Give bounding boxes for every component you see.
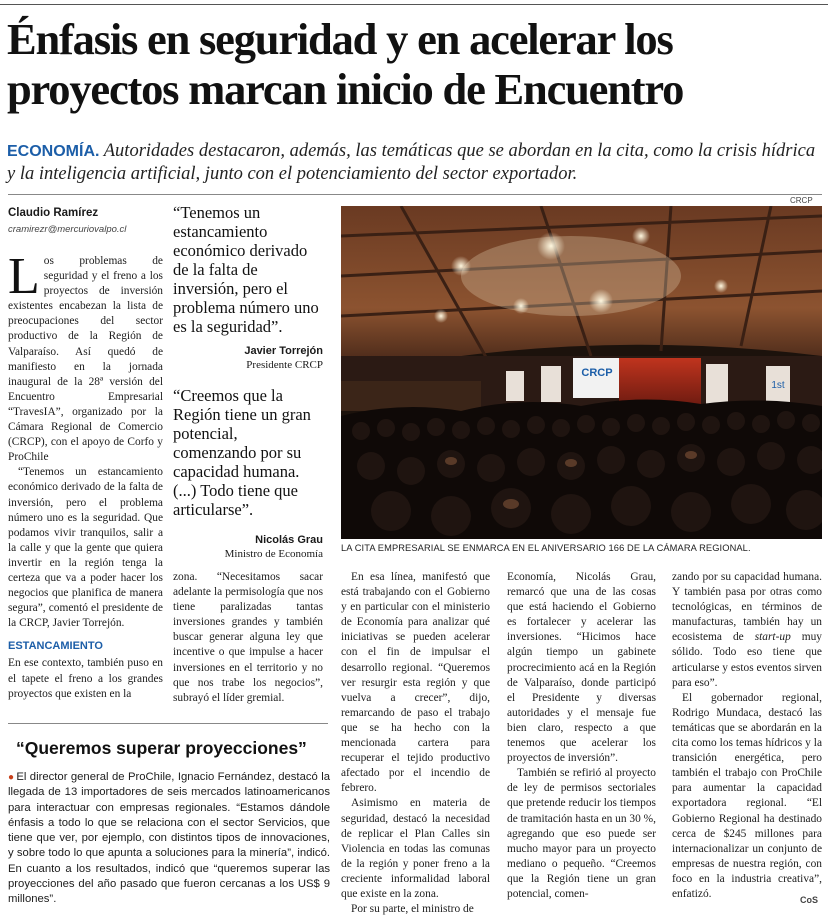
column-2: [173, 570, 323, 706]
top-rule: [0, 4, 828, 5]
column-4: [507, 570, 656, 902]
paragraph: “Tenemos un estancamiento económico derivado de la falta de inversión, pero el problema número uno es la seguridad. Que podamos vivir tranquilos, salir a la calle y que la gente que quiera invertir en la región tenga la certeza que va a poder hacer los negocios que planifica de manera segura”, comentó el presidente de la CRCP, Javier Torrejón.: [8, 466, 163, 630]
paragraph: El gobernador regional, Rodrigo Mundaca, destacó las temáticas que se abordarán en la cita como los temas hídricos y la transición energética, pero también el trabajo con ProChile para aumentar la capacidad exportadora regional. “El Gobierno Regional ha destinado cerca de $245 millones para internacionalizar un conjunto de empresas de nuestra región, con foco en la industria creativa”, enfatizó.: [672, 691, 822, 900]
byline: [8, 207, 163, 235]
event-photo: [341, 206, 822, 539]
photo-credit: CRCP: [790, 196, 813, 205]
quote-name: Nicolás Grau: [255, 534, 323, 546]
sidebar-body: ● El director general de ProChile, Ignacio Fernández, destacó la llegada de 13 importadores de seis mercados latinoamericanos para interactuar con empresas regionales. “Estamos dándole énfasis a todo lo que se relaciona con el sector Servicios, que tiene que ver, por ejemplo, con distintos tipos de innovaciones, y sobre todo lo que apunta a soluciones para la minería”, indicó. En cuanto a los resultados, indicó que “queremos superar las proyecciones del año pasado que fueron cercanas a los US$ 9 millones”.: [8, 771, 330, 906]
quote-text: “Tenemos un estancamiento económico derivado de la falta de inversión, pero el problema número uno es la seguridad”.: [173, 203, 319, 336]
sidebar-rule: [8, 723, 328, 724]
quote-text: “Creemos que la Región tiene un gran potencial, comenzando por su capacidad humana. (...) Todo tiene que articularse”.: [173, 386, 311, 519]
deck-text: Autoridades destacaron, además, las temáticas que se abordan en la cita, como la crisis hídrica y la inteligencia artificial, junto con el potenciamiento del sector exportador.: [7, 141, 816, 184]
pull-quote-1: [173, 203, 323, 372]
publication-mark: CoS: [800, 895, 818, 905]
paragraph: También se refirió al proyecto de ley de permisos sectoriales que pretende reducir los tiempos de tramitación hasta en un 30 %, agregando que eso puede ser mucho mayor para un proyecto mediano o pequeño. “Creemos que la Región tiene un gran potencial, comen-: [507, 767, 656, 900]
author-name: Claudio Ramírez: [8, 207, 99, 219]
paragraph: En ese contexto, también puso en el tapete el freno a los grandes proyectos que existen en la: [8, 657, 163, 700]
paragraph: zona. “Necesitamos sacar adelante la permisología que nos tiene paralizadas tantas inversiones grandes y también buscar generar alguna ley que incentive o que impulse a hacer inversiones en el territorio y no que nos trabe los negocios”, subrayó el líder gremial.: [173, 571, 323, 704]
photo-caption: LA CITA EMPRESARIAL SE ENMARCA EN EL ANIVERSARIO 166 DE LA CÁMARA REGIONAL.: [341, 543, 751, 553]
sidebar-title: “Queremos superar proyecciones”: [16, 738, 307, 758]
kicker: ECONOMÍA.: [7, 143, 100, 160]
paragraph: zando por su capacidad humana. Y también pasa por otras como tecnológicas, en términos de manufacturas, también hay un ecosistema de start-up muy sólido. Todo eso tiene que articularse y estos eventos sirven para eso”.: [672, 571, 822, 689]
headline: Énfasis en seguridad y en acelerar los proyectos marcan inicio de Encuentro: [7, 14, 684, 114]
column-5: [672, 570, 822, 902]
quote-role: Presidente CRCP: [246, 359, 323, 371]
emphasis-startup: start-up: [754, 631, 791, 644]
paragraph: Economía, Nicolás Grau, remarcó que una de las cosas que está haciendo el Gobierno es fortalecer y acelerar las inversiones. “Hicimos hace algún tiempo un gabinete procrecimiento acá en la Región de Valparaíso, donde participó el Presidente y diversas autoridades y el mensaje fue bien claro, respecto a que tenemos que acelerar los proyectos de inversión”.: [507, 571, 656, 765]
quote-name: Javier Torrejón: [244, 345, 323, 357]
bullet-icon: ●: [8, 772, 15, 783]
column-1: [8, 248, 163, 702]
deck-rule: [8, 194, 822, 195]
screen-logo: CRCP: [581, 367, 613, 379]
column-3: [341, 570, 490, 917]
drop-cap: L: [8, 248, 40, 305]
paragraph: Los problemas de seguridad y el freno a los proyectos de inversión existentes encabezan la lista de preocupaciones del sector productivo de la Región de Valparaíso. Así quedó de manifiesto en la jornada inaugural de la 28ª versión del Encuentro Empresarial “TravesIA”, organizado por la Cámara Regional de Comercio (CRCP), con el apoyo de Corfo y ProChile: [8, 248, 163, 464]
deck: [7, 140, 822, 185]
pull-quote-2: [173, 386, 323, 561]
auditorium-illustration: [341, 206, 822, 539]
paragraph: Asimismo en materia de seguridad, destacó la necesidad de replicar el Plan Calles sin Violencia en todas las comunas de la región y poner freno a la creciente informalidad laboral que existe en la zona.: [341, 797, 490, 900]
paragraph: En esa línea, manifestó que está trabajando con el Gobierno y en particular con el ministerio de Economía para analizar qué iniciativas se pueden acelerar con el fin de impulsar el desarrollo regional. “Queremos ver resurgir esta región y que vuelva a crecer”, dijo, remarcando de paso el trabajo que se ha hecho con la mencionada cartera para recuperar el tejido productivo afectado por el incendio de febrero.: [341, 571, 490, 795]
quote-role: Ministro de Economía: [224, 548, 323, 560]
author-email: cramirezr@mercuriovalpo.cl: [8, 224, 127, 235]
paragraph: Por su parte, el ministro de: [351, 903, 474, 916]
subhead-estancamiento: ESTANCAMIENTO: [8, 640, 103, 653]
banner-text: 1st: [771, 380, 785, 391]
